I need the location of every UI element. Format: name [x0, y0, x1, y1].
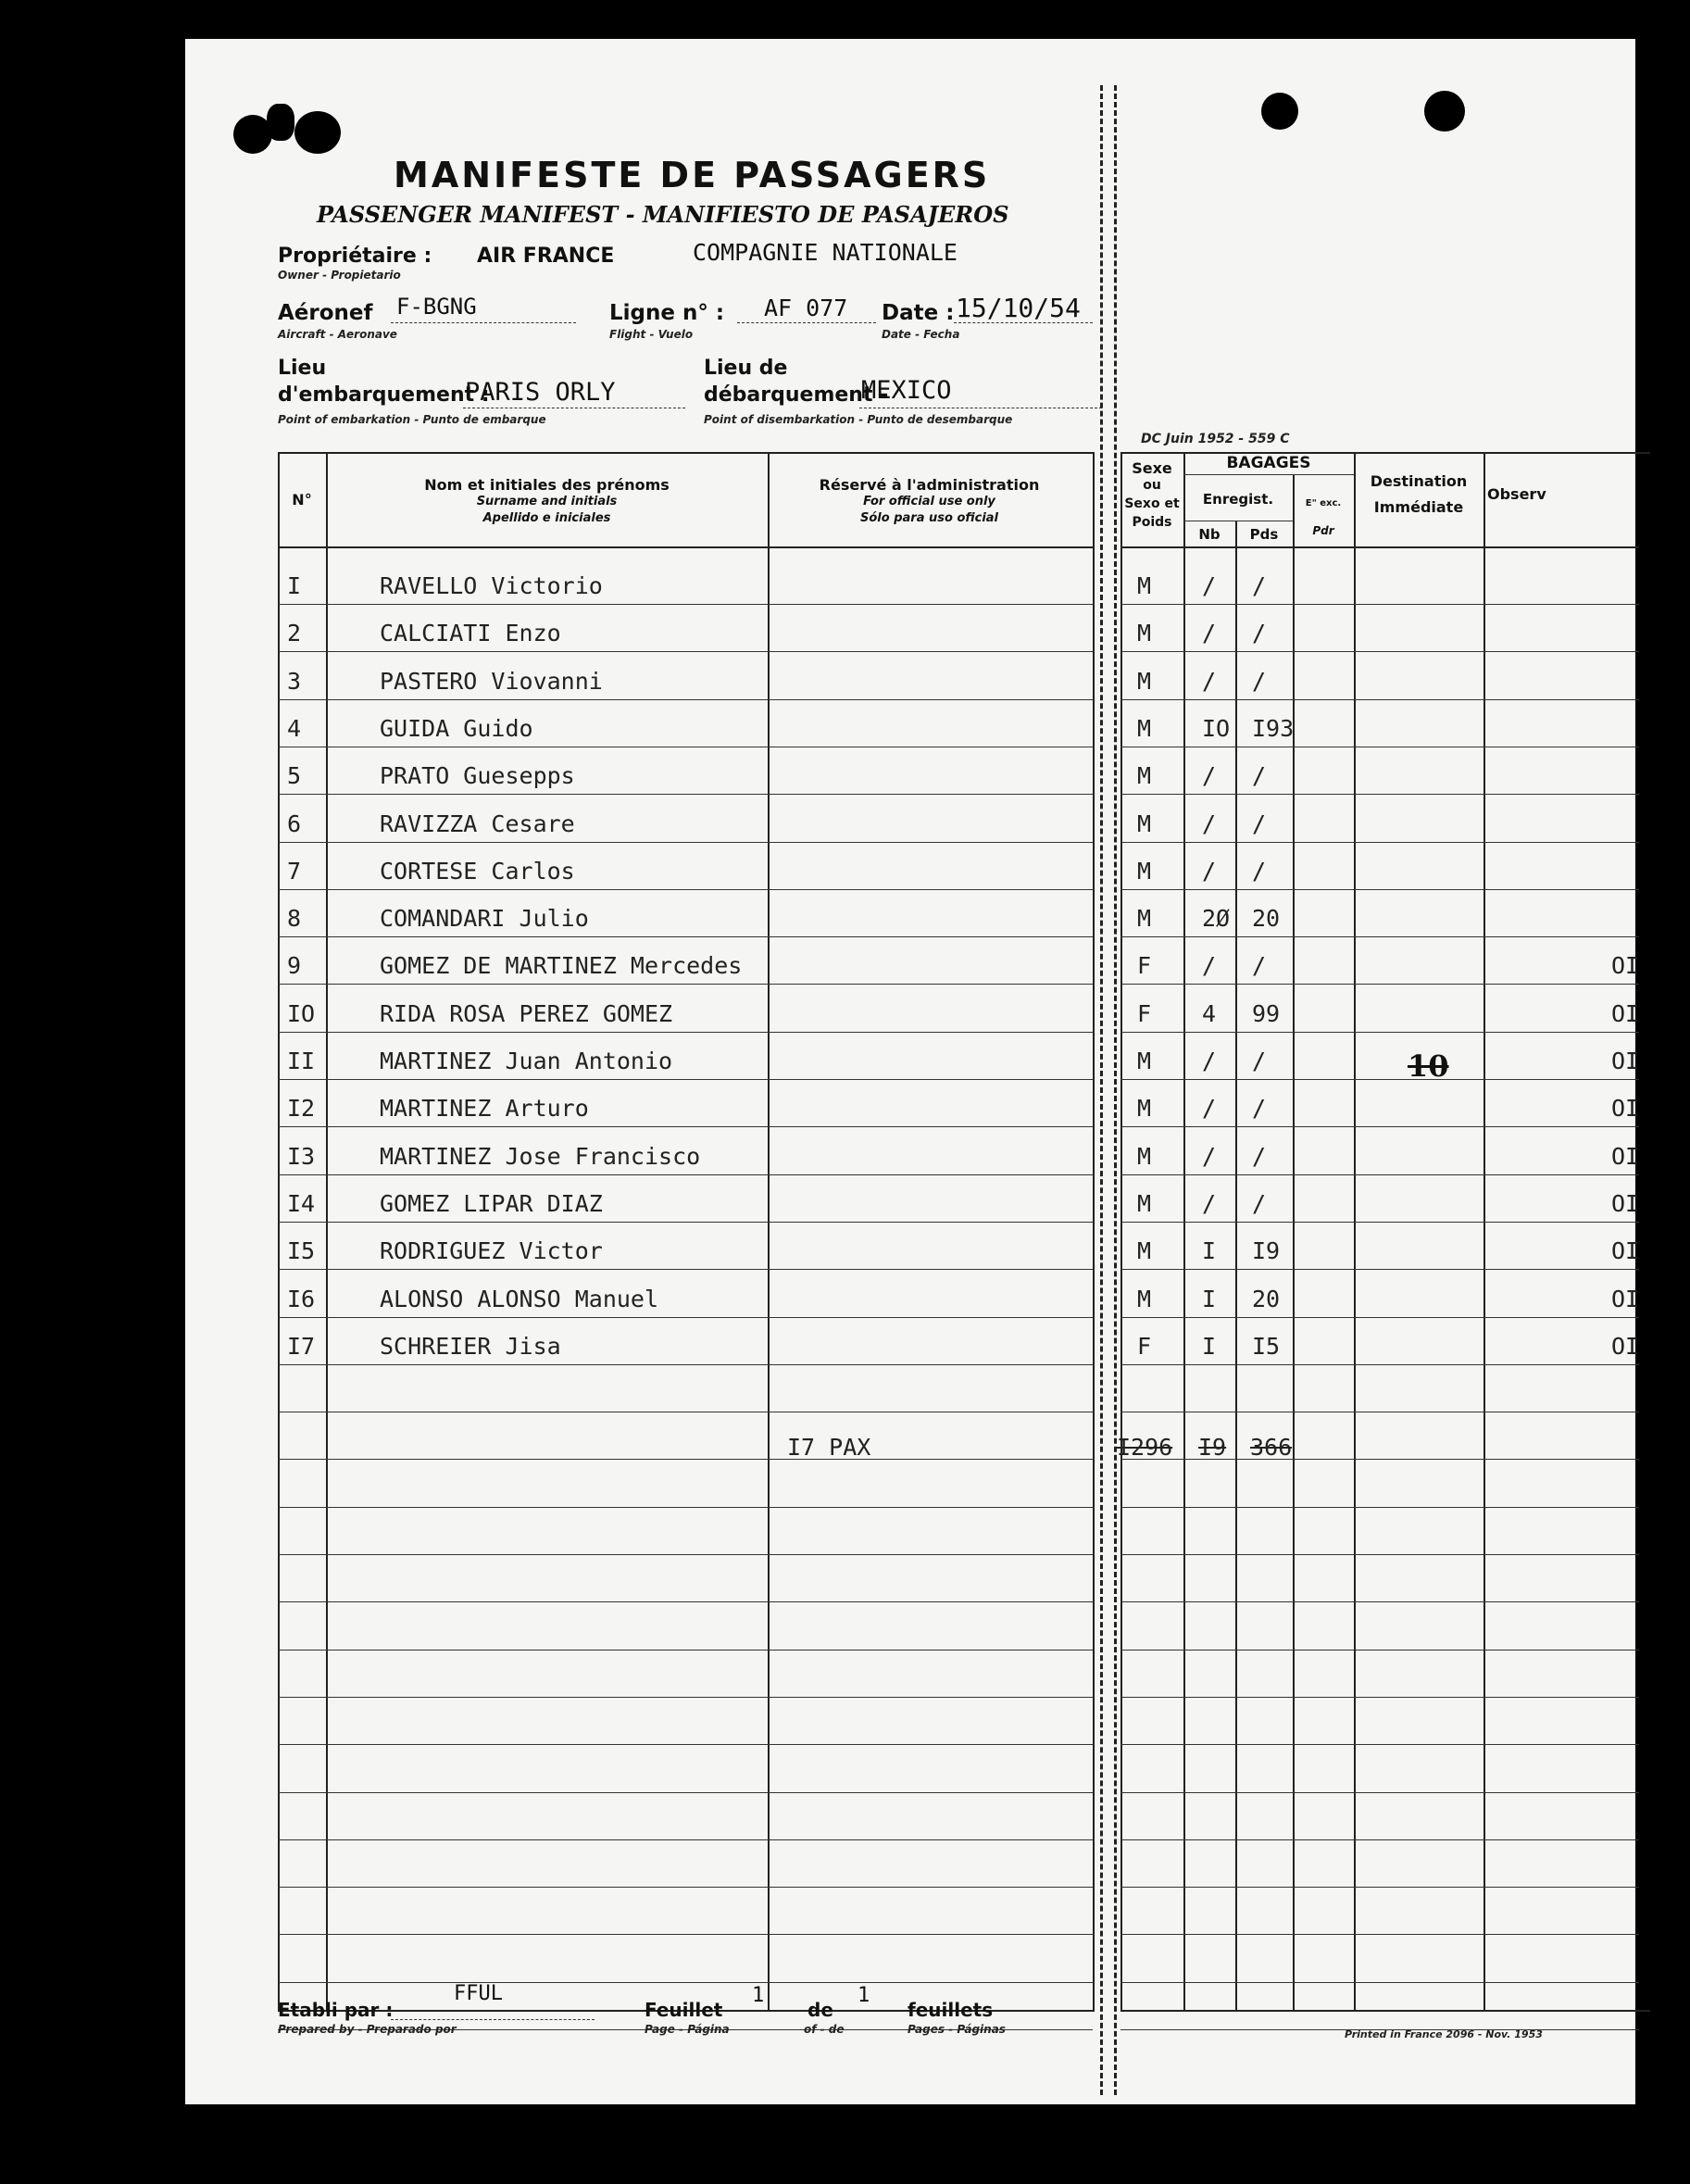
col-header-name-1: Nom et initiales des prénoms [424, 476, 670, 494]
row-number: 8 [287, 905, 302, 932]
page-label: Feuillet [645, 1999, 723, 2021]
row-line-left [278, 842, 1093, 843]
baggage-count: / [1202, 1143, 1217, 1170]
passenger-sex: M [1137, 1286, 1152, 1312]
row-line-right [1120, 1554, 1639, 1555]
baggage-count: I [1202, 1286, 1217, 1312]
row-number: II [287, 1048, 316, 1074]
row-line-right [1120, 842, 1639, 843]
col-header-admin-3: Sólo para uso oficial [860, 511, 998, 525]
baggage-weight: / [1252, 1143, 1267, 1170]
row-line-right [1120, 1222, 1639, 1223]
embark-label-1: Lieu [278, 357, 327, 380]
col-header-name-2: Surname and initials [476, 495, 618, 508]
passenger-sex: M [1137, 762, 1152, 789]
passenger-name: MARTINEZ Arturo [380, 1095, 589, 1122]
passenger-sex: M [1137, 858, 1152, 885]
prepared-value: FFUL [454, 1982, 503, 2005]
flight-sublabel: Flight - Vuelo [609, 328, 694, 341]
col-header-dest-2: Immédiate [1373, 498, 1464, 516]
passenger-name: SCHREIER Jisa [380, 1333, 561, 1360]
row-line-left [278, 1839, 1093, 1840]
passenger-sex: M [1137, 620, 1152, 646]
row-line-right [1120, 984, 1639, 985]
baggage-weight: 99 [1252, 1000, 1281, 1027]
row-line-right [1120, 604, 1639, 605]
passenger-name: COMANDARI Julio [380, 905, 589, 932]
passenger-sex: M [1137, 668, 1152, 695]
baggage-weight: 20 [1252, 1286, 1281, 1312]
baggage-count: I [1202, 1237, 1217, 1264]
row-line-right [1120, 1079, 1639, 1080]
baggage-weight: 20 [1252, 905, 1281, 932]
row-number: I6 [287, 1286, 316, 1312]
baggage-weight: I5 [1252, 1333, 1281, 1360]
passenger-sex: M [1137, 715, 1152, 742]
baggage-weight: / [1252, 1048, 1267, 1074]
baggage-weight: / [1252, 572, 1267, 599]
row-line-right [1120, 936, 1639, 937]
passenger-name: CORTESE Carlos [380, 858, 575, 885]
embark-value: PARIS ORLY [465, 378, 616, 407]
page-sublabel: Page - Página [645, 2023, 730, 2036]
baggage-count: 4 [1202, 1000, 1217, 1027]
of-sublabel: of - de [804, 2023, 845, 2036]
punch-hole-right-1 [1261, 93, 1298, 130]
col-header-admin-1: Réservé à l'administration [819, 476, 1040, 494]
col-header-nb: Nb [1198, 526, 1221, 543]
aircraft-line [391, 322, 576, 323]
form-title: MANIFESTE DE PASSAGERS [394, 155, 991, 195]
passenger-sex: M [1137, 1190, 1152, 1217]
passenger-sex: M [1137, 905, 1152, 932]
passenger-name: CALCIATI Enzo [380, 620, 561, 646]
row-line-left [278, 1601, 1093, 1602]
date-label: Date : [882, 301, 955, 325]
row-line-left [278, 1507, 1093, 1508]
owner-sublabel: Owner - Propietario [278, 269, 401, 282]
passenger-sex: M [1137, 1095, 1152, 1122]
disembark-label-2: débarquement - [704, 383, 889, 407]
row-line-left [278, 1174, 1093, 1175]
prepared-sublabel: Prepared by - Preparado por [278, 2023, 457, 2036]
col-header-pds: Pds [1249, 526, 1279, 543]
col-divider-nb [1235, 521, 1237, 2010]
passenger-name: GOMEZ DE MARTINEZ Mercedes [380, 952, 743, 979]
col-header-enregist: Enregist. [1202, 491, 1274, 508]
pages-sublabel: Pages - Páginas [908, 2023, 1006, 2036]
baggage-count: I [1202, 1333, 1217, 1360]
passenger-name: MARTINEZ Jose Francisco [380, 1143, 701, 1170]
col-divider-sex [1183, 452, 1185, 2010]
row-number: 4 [287, 715, 302, 742]
disembark-value: MEXICO [861, 376, 952, 405]
punch-hole-left-2 [267, 104, 294, 141]
row-line-left [278, 1697, 1093, 1698]
aircraft-value: F-BGNG [396, 294, 477, 320]
row-line-right [1120, 1650, 1639, 1651]
col-divider-name [768, 452, 770, 2010]
row-line-left [278, 1934, 1093, 1935]
passenger-sex: M [1137, 810, 1152, 837]
col-header-admin-2: For official use only [863, 495, 995, 508]
baggage-count: / [1202, 668, 1217, 695]
passenger-sex: M [1137, 572, 1152, 599]
baggage-count: / [1202, 858, 1217, 885]
baggage-count: / [1202, 572, 1217, 599]
passenger-sex: F [1137, 1333, 1152, 1360]
disembark-sublabel: Point of disembarkation - Punto de desembarque [704, 413, 1013, 426]
row-number: I7 [287, 1333, 316, 1360]
baggage-count: 2Ø [1202, 905, 1231, 932]
embark-sublabel: Point of embarkation - Punto de embarque [278, 413, 546, 426]
total-pds: 366 [1250, 1434, 1293, 1461]
prepared-line [391, 2019, 595, 2020]
row-line-right [1120, 1317, 1639, 1318]
prepared-label: Etabli par : [278, 1999, 394, 2021]
row-number: 3 [287, 668, 302, 695]
passenger-name: RAVIZZA Cesare [380, 810, 575, 837]
baggage-weight: / [1252, 762, 1267, 789]
row-line-right [1120, 1174, 1639, 1175]
row-line-left [278, 794, 1093, 795]
row-line-left [278, 1222, 1093, 1223]
manifest-sheet [185, 39, 1640, 2104]
col-divider-no [326, 452, 328, 2010]
row-line-left [278, 1317, 1093, 1318]
of-label: de [807, 1999, 833, 2021]
aircraft-sublabel: Aircraft - Aeronave [278, 328, 397, 341]
row-line-left [278, 699, 1093, 700]
row-line-right [1120, 1792, 1639, 1793]
aircraft-label: Aéronef [278, 301, 373, 325]
row-line-left [278, 1887, 1093, 1888]
row-line-right [1120, 699, 1639, 700]
date-sublabel: Date - Fecha [882, 328, 960, 341]
col-divider-exc [1354, 452, 1356, 2010]
baggage-count: / [1202, 1095, 1217, 1122]
pages-label: feuillets [908, 1999, 994, 2021]
passenger-name: PRATO Guesepps [380, 762, 575, 789]
baggage-weight: / [1252, 952, 1267, 979]
row-number: I3 [287, 1143, 316, 1170]
col-header-sex-3: Sexo et [1124, 496, 1180, 511]
row-line-right [1120, 889, 1639, 890]
of-value: 1 [858, 1984, 870, 2007]
passenger-name: PASTERO Viovanni [380, 668, 603, 695]
baggage-weight: / [1252, 858, 1267, 885]
baggage-weight: / [1252, 810, 1267, 837]
flight-line [737, 322, 876, 323]
passenger-sex: M [1137, 1237, 1152, 1264]
row-line-right [1120, 1697, 1639, 1698]
row-line-left [278, 1126, 1093, 1127]
observation: OI [1611, 1190, 1640, 1217]
col-header-sex-1: Sexe [1132, 459, 1172, 477]
row-number: 6 [287, 810, 302, 837]
col-header-no: N° [292, 491, 312, 508]
row-number: 9 [287, 952, 302, 979]
row-line-right [1120, 1269, 1639, 1270]
bagages-header-line [1183, 474, 1354, 475]
col-header-dest-1: Destination [1370, 472, 1468, 490]
baggage-weight: / [1252, 1095, 1267, 1122]
col-divider-pds [1293, 474, 1295, 2010]
row-line-right [1120, 1934, 1639, 1935]
baggage-weight: / [1252, 668, 1267, 695]
printed-note: Printed in France 2096 - Nov. 1953 [1345, 2028, 1543, 2040]
row-line-right [1120, 1887, 1639, 1888]
row-line-right [1120, 1744, 1639, 1745]
row-line-left [278, 604, 1093, 605]
row-line-left [278, 1364, 1093, 1365]
passenger-name: RAVELLO Victorio [380, 572, 603, 599]
row-line-left [278, 1792, 1093, 1793]
row-number: I4 [287, 1190, 316, 1217]
flight-value: AF 077 [764, 295, 848, 321]
baggage-count: / [1202, 620, 1217, 646]
destination-annotation: 10 [1408, 1048, 1449, 1084]
row-line-right [1120, 1601, 1639, 1602]
observation: OI [1611, 1048, 1640, 1074]
embark-label-2: d'embarquement : [278, 383, 490, 407]
col-header-exc-2: Pdr [1312, 524, 1334, 537]
table-right-frame [1120, 452, 1650, 2012]
row-line-left [278, 936, 1093, 937]
page-value: 1 [752, 1984, 765, 2007]
row-number: I5 [287, 1237, 316, 1264]
baggage-count: / [1202, 810, 1217, 837]
observation: OI [1611, 1286, 1640, 1312]
total-weight: I296 [1117, 1434, 1173, 1461]
col-divider-dest [1483, 452, 1485, 2010]
passenger-name: GOMEZ LIPAR DIAZ [380, 1190, 603, 1217]
observation: OI [1611, 952, 1640, 979]
row-line-right [1120, 1126, 1639, 1127]
baggage-weight: I93 [1252, 715, 1295, 742]
baggage-weight: / [1252, 620, 1267, 646]
table-left-header-bottom [278, 546, 1093, 548]
observation: OI [1611, 1000, 1640, 1027]
row-line-left [278, 1459, 1093, 1460]
disembark-label-1: Lieu de [704, 357, 788, 380]
col-header-sex-2: ou [1143, 478, 1161, 493]
observation: OI [1611, 1095, 1640, 1122]
row-line-left [278, 889, 1093, 890]
baggage-count: / [1202, 1190, 1217, 1217]
row-line-left [278, 651, 1093, 652]
observation: OI [1611, 1333, 1640, 1360]
passenger-name: RIDA ROSA PEREZ GOMEZ [380, 1000, 673, 1027]
passenger-sex: M [1137, 1048, 1152, 1074]
baggage-count: / [1202, 1048, 1217, 1074]
date-line [954, 322, 1093, 323]
col-header-bagages: BAGAGES [1226, 454, 1311, 472]
row-line-right [1120, 794, 1639, 795]
passenger-sex: F [1137, 952, 1152, 979]
row-line-left [278, 1982, 1093, 1983]
punch-hole-left-3 [294, 111, 341, 154]
owner-label: Propriétaire : [278, 245, 432, 268]
row-line-right [1120, 1364, 1639, 1365]
baggage-weight: / [1252, 1190, 1267, 1217]
row-number: I [287, 572, 302, 599]
form-code: DC Juin 1952 - 559 C [1141, 432, 1290, 446]
table-right-header-bottom [1120, 546, 1639, 548]
row-line-right [1120, 1839, 1639, 1840]
row-line-left [278, 1269, 1093, 1270]
observation: OI [1611, 1237, 1640, 1264]
passenger-sex: F [1137, 1000, 1152, 1027]
baggage-weight: I9 [1252, 1237, 1281, 1264]
observation: OI [1611, 1143, 1640, 1170]
baggage-count: / [1202, 952, 1217, 979]
date-value: 15/10/54 [956, 293, 1081, 323]
row-number: 5 [287, 762, 302, 789]
row-number: 2 [287, 620, 302, 646]
passenger-name: ALONSO ALONSO Manuel [380, 1286, 659, 1312]
col-header-name-3: Apellido e iniciales [482, 511, 611, 525]
passenger-sex: M [1137, 1143, 1152, 1170]
baggage-count: / [1202, 762, 1217, 789]
row-line-left [278, 984, 1093, 985]
total-nb: I9 [1198, 1434, 1227, 1461]
row-number: I2 [287, 1095, 316, 1122]
owner-value: AIR FRANCE [477, 245, 615, 268]
row-line-left [278, 1650, 1093, 1651]
col-header-exc-1: E" exc. [1305, 498, 1342, 508]
baggage-count: IO [1202, 715, 1231, 742]
perforation-line [1100, 85, 1117, 2095]
owner-typed: COMPAGNIE NATIONALE [693, 239, 958, 266]
flight-label: Ligne n° : [609, 301, 725, 325]
row-line-left [278, 1554, 1093, 1555]
row-line-right [1120, 1982, 1639, 1983]
form-subtitle: PASSENGER MANIFEST - MANIFIESTO DE PASAJEROS [317, 201, 1009, 228]
passenger-name: GUIDA Guido [380, 715, 533, 742]
row-number: IO [287, 1000, 316, 1027]
passenger-name: MARTINEZ Juan Antonio [380, 1048, 673, 1074]
row-line-left [278, 1032, 1093, 1033]
row-line-right [1120, 651, 1639, 652]
row-line-left [278, 1744, 1093, 1745]
passenger-name: RODRIGUEZ Victor [380, 1237, 603, 1264]
row-number: 7 [287, 858, 302, 885]
punch-hole-right-2 [1424, 91, 1465, 132]
col-header-sex-4: Poids [1132, 515, 1172, 530]
col-header-obs: Observ [1487, 485, 1546, 503]
total-pax: I7 PAX [787, 1434, 871, 1461]
row-line-right [1120, 1507, 1639, 1508]
row-line-left [278, 1079, 1093, 1080]
row-line-right [1120, 1032, 1639, 1033]
